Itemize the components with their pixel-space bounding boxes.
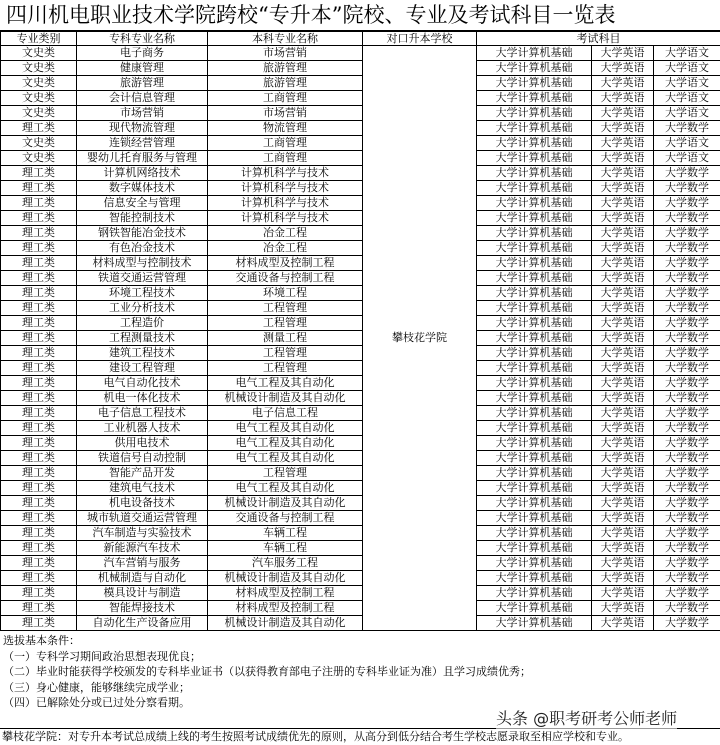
exam-subject-3-cell: 大学数学: [654, 406, 720, 421]
bachelor-major-cell: 材料成型及控制工程: [208, 256, 363, 271]
bachelor-major-cell: 电子信息工程: [208, 406, 363, 421]
table-row: [1, 166, 720, 181]
exam-subject-3-cell: 大学数学: [654, 331, 720, 346]
exam-subject-3-cell: 大学数学: [654, 496, 720, 511]
bachelor-major-cell: 测量工程: [208, 331, 363, 346]
table-row: [1, 256, 720, 271]
exam-subject-2-cell: 大学英语: [592, 361, 654, 376]
table-row: [1, 376, 720, 391]
bachelor-major-cell: 车辆工程: [208, 526, 363, 541]
note-item: （三）身心健康，能够继续完成学业；: [3, 680, 190, 694]
exam-subject-3-cell: 大学语文: [654, 91, 720, 106]
table-row: [1, 331, 720, 346]
header-college-major: 专科专业名称: [77, 32, 208, 46]
category-cell: 理工类: [1, 316, 77, 331]
college-major-cell: 自动化生产设备应用: [77, 616, 208, 631]
note-item: （一）专科学习期间政治思想表现优良；: [3, 649, 201, 663]
category-cell: 文史类: [1, 46, 77, 61]
exam-subject-1-cell: 大学计算机基础: [477, 256, 592, 271]
college-major-cell: 建筑工程技术: [77, 346, 208, 361]
exam-subject-1-cell: 大学计算机基础: [477, 361, 592, 376]
exam-subject-1-cell: 大学计算机基础: [477, 106, 592, 121]
exam-subject-1-cell: 大学计算机基础: [477, 496, 592, 511]
exam-subject-2-cell: 大学英语: [592, 241, 654, 256]
bachelor-major-cell: 车辆工程: [208, 541, 363, 556]
exam-subject-3-cell: 大学数学: [654, 121, 720, 136]
category-cell: 理工类: [1, 421, 77, 436]
college-major-cell: 机电一体化技术: [77, 391, 208, 406]
category-cell: 理工类: [1, 346, 77, 361]
category-cell: 理工类: [1, 541, 77, 556]
category-cell: 文史类: [1, 106, 77, 121]
bachelor-major-cell: 机械设计制造及其自动化: [208, 571, 363, 586]
exam-subject-2-cell: 大学英语: [592, 271, 654, 286]
college-major-cell: 婴幼儿托育服务与管理: [77, 151, 208, 166]
exam-subject-3-cell: 大学数学: [654, 286, 720, 301]
exam-subject-1-cell: 大学计算机基础: [477, 91, 592, 106]
college-major-cell: 汽车制造与实验技术: [77, 526, 208, 541]
exam-subject-3-cell: 大学语文: [654, 76, 720, 91]
bachelor-major-cell: 环境工程: [208, 286, 363, 301]
exam-subject-2-cell: 大学英语: [592, 376, 654, 391]
exam-subject-3-cell: 大学语文: [654, 136, 720, 151]
college-major-cell: 工程测量技术: [77, 331, 208, 346]
table-row: [1, 226, 720, 241]
exam-subject-1-cell: 大学计算机基础: [477, 481, 592, 496]
college-major-cell: 智能焊接技术: [77, 601, 208, 616]
table-row: [1, 601, 720, 616]
exam-subject-2-cell: 大学英语: [592, 316, 654, 331]
category-cell: 理工类: [1, 271, 77, 286]
college-major-cell: 建筑电气技术: [77, 481, 208, 496]
college-major-cell: 工程造价: [77, 316, 208, 331]
bachelor-major-cell: 冶金工程: [208, 226, 363, 241]
exam-subject-2-cell: 大学英语: [592, 286, 654, 301]
bachelor-major-cell: 计算机科学与技术: [208, 211, 363, 226]
college-major-cell: 现代物流管理: [77, 121, 208, 136]
exam-subject-3-cell: 大学数学: [654, 316, 720, 331]
exam-subject-2-cell: 大学英语: [592, 586, 654, 601]
exam-subject-3-cell: 大学语文: [654, 151, 720, 166]
bachelor-major-cell: 工程管理: [208, 346, 363, 361]
category-cell: 理工类: [1, 556, 77, 571]
exam-subject-1-cell: 大学计算机基础: [477, 601, 592, 616]
college-major-cell: 材料成型与控制技术: [77, 256, 208, 271]
category-cell: 理工类: [1, 481, 77, 496]
college-major-cell: 信息安全与管理: [77, 196, 208, 211]
watermark: 头条 @职考研考公师老师: [496, 706, 677, 729]
college-major-cell: 供用电技术: [77, 436, 208, 451]
exam-subject-3-cell: 大学数学: [654, 211, 720, 226]
exam-subject-2-cell: 大学英语: [592, 466, 654, 481]
exam-subject-1-cell: 大学计算机基础: [477, 76, 592, 91]
table-row: [1, 451, 720, 466]
exam-subject-2-cell: 大学英语: [592, 121, 654, 136]
exam-subject-2-cell: 大学英语: [592, 211, 654, 226]
category-cell: 理工类: [1, 196, 77, 211]
table-row: [1, 91, 720, 106]
table-row: [1, 406, 720, 421]
exam-subject-1-cell: 大学计算机基础: [477, 421, 592, 436]
category-cell: 理工类: [1, 571, 77, 586]
exam-subject-3-cell: 大学数学: [654, 241, 720, 256]
header-category: 专业类别: [1, 32, 77, 46]
exam-subject-1-cell: 大学计算机基础: [477, 586, 592, 601]
exam-subject-2-cell: 大学英语: [592, 226, 654, 241]
college-major-cell: 机械制造与自动化: [77, 571, 208, 586]
exam-subject-1-cell: 大学计算机基础: [477, 46, 592, 61]
bachelor-major-cell: 电气工程及其自动化: [208, 481, 363, 496]
exam-subject-2-cell: 大学英语: [592, 196, 654, 211]
exam-subject-2-cell: 大学英语: [592, 616, 654, 631]
exam-subject-2-cell: 大学英语: [592, 391, 654, 406]
exam-subject-1-cell: 大学计算机基础: [477, 241, 592, 256]
exam-subject-1-cell: 大学计算机基础: [477, 181, 592, 196]
table-row: [1, 61, 720, 76]
table-row: [1, 271, 720, 286]
header-target-school: 对口升本学校: [363, 32, 477, 46]
bachelor-major-cell: 市场营销: [208, 106, 363, 121]
category-cell: 理工类: [1, 211, 77, 226]
college-major-cell: 市场营销: [77, 106, 208, 121]
exam-subject-3-cell: 大学数学: [654, 601, 720, 616]
exam-subject-3-cell: 大学数学: [654, 466, 720, 481]
category-cell: 理工类: [1, 391, 77, 406]
table-row: [1, 121, 720, 136]
bachelor-major-cell: 材料成型及控制工程: [208, 586, 363, 601]
college-major-cell: 汽车营销与服务: [77, 556, 208, 571]
college-major-cell: 智能产品开发: [77, 466, 208, 481]
notes-heading: 选拔基本条件：: [3, 634, 80, 647]
exam-subject-1-cell: 大学计算机基础: [477, 196, 592, 211]
bachelor-major-cell: 交通设备与控制工程: [208, 271, 363, 286]
college-major-cell: 数字媒体技术: [77, 181, 208, 196]
category-cell: 理工类: [1, 496, 77, 511]
exam-subject-1-cell: 大学计算机基础: [477, 406, 592, 421]
exam-subject-3-cell: 大学数学: [654, 556, 720, 571]
bachelor-major-cell: 计算机科学与技术: [208, 196, 363, 211]
category-cell: 文史类: [1, 136, 77, 151]
college-major-cell: 健康管理: [77, 61, 208, 76]
exam-subject-1-cell: 大学计算机基础: [477, 556, 592, 571]
table-row: [1, 496, 720, 511]
bachelor-major-cell: 市场营销: [208, 46, 363, 61]
category-cell: 理工类: [1, 466, 77, 481]
exam-subject-2-cell: 大学英语: [592, 46, 654, 61]
exam-subject-3-cell: 大学数学: [654, 526, 720, 541]
exam-subject-3-cell: 大学数学: [654, 196, 720, 211]
college-major-cell: 机电设备技术: [77, 496, 208, 511]
exam-subject-2-cell: 大学英语: [592, 421, 654, 436]
college-major-cell: 电子信息工程技术: [77, 406, 208, 421]
exam-subject-3-cell: 大学数学: [654, 301, 720, 316]
category-cell: 文史类: [1, 91, 77, 106]
exam-subject-1-cell: 大学计算机基础: [477, 286, 592, 301]
exam-subject-2-cell: 大学英语: [592, 166, 654, 181]
bachelor-major-cell: 工程管理: [208, 301, 363, 316]
exam-subject-1-cell: 大学计算机基础: [477, 226, 592, 241]
exam-subject-2-cell: 大学英语: [592, 601, 654, 616]
college-major-cell: 城市轨道交通运营管理: [77, 511, 208, 526]
exam-subject-3-cell: 大学数学: [654, 481, 720, 496]
table-row: [1, 481, 720, 496]
table-row: [1, 241, 720, 256]
exam-subject-3-cell: 大学数学: [654, 541, 720, 556]
exam-subject-2-cell: 大学英语: [592, 406, 654, 421]
college-major-cell: 计算机网络技术: [77, 166, 208, 181]
category-cell: 理工类: [1, 256, 77, 271]
exam-subject-2-cell: 大学英语: [592, 346, 654, 361]
exam-subject-1-cell: 大学计算机基础: [477, 136, 592, 151]
exam-subject-1-cell: 大学计算机基础: [477, 571, 592, 586]
college-major-cell: 铁道交通运营管理: [77, 271, 208, 286]
exam-subject-1-cell: 大学计算机基础: [477, 436, 592, 451]
category-cell: 理工类: [1, 436, 77, 451]
exam-subject-1-cell: 大学计算机基础: [477, 391, 592, 406]
category-cell: 文史类: [1, 61, 77, 76]
table-row: [1, 586, 720, 601]
table-row: [1, 76, 720, 91]
exam-subject-1-cell: 大学计算机基础: [477, 271, 592, 286]
exam-subject-2-cell: 大学英语: [592, 91, 654, 106]
data-table: [0, 31, 720, 631]
table-row: [1, 541, 720, 556]
category-cell: 文史类: [1, 76, 77, 91]
college-major-cell: 新能源汽车技术: [77, 541, 208, 556]
exam-subject-2-cell: 大学英语: [592, 256, 654, 271]
bachelor-major-cell: 机械设计制造及其自动化: [208, 496, 363, 511]
exam-subject-2-cell: 大学英语: [592, 181, 654, 196]
college-major-cell: 会计信息管理: [77, 91, 208, 106]
exam-subject-2-cell: 大学英语: [592, 451, 654, 466]
bachelor-major-cell: 工程管理: [208, 361, 363, 376]
exam-subject-1-cell: 大学计算机基础: [477, 616, 592, 631]
bachelor-major-cell: 材料成型及控制工程: [208, 601, 363, 616]
college-major-cell: 有色冶金技术: [77, 241, 208, 256]
category-cell: 理工类: [1, 241, 77, 256]
table-row: [1, 211, 720, 226]
category-cell: 理工类: [1, 601, 77, 616]
exam-subject-1-cell: 大学计算机基础: [477, 526, 592, 541]
bachelor-major-cell: 旅游管理: [208, 61, 363, 76]
table-header: [1, 32, 720, 46]
bachelor-major-cell: 计算机科学与技术: [208, 181, 363, 196]
exam-subject-3-cell: 大学数学: [654, 256, 720, 271]
exam-subject-3-cell: 大学数学: [654, 511, 720, 526]
college-major-cell: 旅游管理: [77, 76, 208, 91]
exam-subject-2-cell: 大学英语: [592, 136, 654, 151]
table-row: [1, 346, 720, 361]
exam-subject-3-cell: 大学语文: [654, 61, 720, 76]
exam-subject-2-cell: 大学英语: [592, 556, 654, 571]
exam-subject-2-cell: 大学英语: [592, 571, 654, 586]
bachelor-major-cell: 工商管理: [208, 151, 363, 166]
exam-subject-1-cell: 大学计算机基础: [477, 151, 592, 166]
bachelor-major-cell: 工商管理: [208, 136, 363, 151]
footer-note: 攀枝花学院：对专升本考试总成绩上线的考生按照考试成绩优先的原则，从高分到低分结合考生学校志愿录取至相应学校和专业。: [0, 728, 720, 745]
bachelor-major-cell: 物流管理: [208, 121, 363, 136]
exam-subject-3-cell: 大学数学: [654, 451, 720, 466]
college-major-cell: 钢铁智能冶金技术: [77, 226, 208, 241]
exam-subject-2-cell: 大学英语: [592, 436, 654, 451]
table-row: [1, 556, 720, 571]
table-row: [1, 136, 720, 151]
exam-subject-3-cell: 大学数学: [654, 436, 720, 451]
exam-subject-1-cell: 大学计算机基础: [477, 331, 592, 346]
note-item: （二）毕业时能获得学校颁发的专科毕业证书（以获得教育部电子注册的专科毕业证为准）且学习成绩优秀；: [3, 665, 531, 678]
category-cell: 理工类: [1, 226, 77, 241]
college-major-cell: 智能控制技术: [77, 211, 208, 226]
bachelor-major-cell: 电气工程及其自动化: [208, 436, 363, 451]
category-cell: 理工类: [1, 166, 77, 181]
header-exam-subjects: 考试科目: [477, 32, 720, 46]
table-row: [1, 316, 720, 331]
category-cell: 理工类: [1, 181, 77, 196]
exam-subject-2-cell: 大学英语: [592, 61, 654, 76]
exam-subject-3-cell: 大学数学: [654, 616, 720, 631]
bachelor-major-cell: 机械设计制造及其自动化: [208, 391, 363, 406]
exam-subject-1-cell: 大学计算机基础: [477, 121, 592, 136]
exam-subject-3-cell: 大学数学: [654, 181, 720, 196]
exam-subject-2-cell: 大学英语: [592, 541, 654, 556]
category-cell: 理工类: [1, 331, 77, 346]
exam-subject-3-cell: 大学数学: [654, 571, 720, 586]
exam-subject-3-cell: 大学数学: [654, 226, 720, 241]
exam-subject-2-cell: 大学英语: [592, 301, 654, 316]
college-major-cell: 连锁经营管理: [77, 136, 208, 151]
table-row: [1, 361, 720, 376]
table-row: [1, 391, 720, 406]
table-row: [1, 616, 720, 631]
category-cell: 理工类: [1, 511, 77, 526]
table-row: [1, 421, 720, 436]
exam-subject-2-cell: 大学英语: [592, 331, 654, 346]
category-cell: 理工类: [1, 586, 77, 601]
table-row: [1, 196, 720, 211]
category-cell: 理工类: [1, 361, 77, 376]
exam-subject-2-cell: 大学英语: [592, 496, 654, 511]
exam-subject-3-cell: 大学数学: [654, 421, 720, 436]
bachelor-major-cell: 机械设计制造及其自动化: [208, 616, 363, 631]
exam-subject-3-cell: 大学数学: [654, 271, 720, 286]
table-row: [1, 46, 720, 61]
category-cell: 理工类: [1, 121, 77, 136]
category-cell: 理工类: [1, 406, 77, 421]
college-major-cell: 电气自动化技术: [77, 376, 208, 391]
exam-subject-1-cell: 大学计算机基础: [477, 541, 592, 556]
table-row: [1, 106, 720, 121]
bachelor-major-cell: 交通设备与控制工程: [208, 511, 363, 526]
exam-subject-3-cell: 大学数学: [654, 376, 720, 391]
category-cell: 理工类: [1, 301, 77, 316]
header-bachelor-major: 本科专业名称: [208, 32, 363, 46]
college-major-cell: 铁道信号自动控制: [77, 451, 208, 466]
exam-subject-3-cell: 大学语文: [654, 46, 720, 61]
exam-subject-3-cell: 大学语文: [654, 106, 720, 121]
selection-conditions: [0, 633, 720, 711]
exam-subject-1-cell: 大学计算机基础: [477, 451, 592, 466]
table-row: [1, 511, 720, 526]
college-major-cell: 工业分析技术: [77, 301, 208, 316]
exam-subject-2-cell: 大学英语: [592, 526, 654, 541]
exam-subject-1-cell: 大学计算机基础: [477, 466, 592, 481]
exam-subject-1-cell: 大学计算机基础: [477, 211, 592, 226]
table-row: [1, 286, 720, 301]
bachelor-major-cell: 汽车服务工程: [208, 556, 363, 571]
bachelor-major-cell: 工商管理: [208, 91, 363, 106]
exam-subject-1-cell: 大学计算机基础: [477, 166, 592, 181]
exam-subject-3-cell: 大学数学: [654, 361, 720, 376]
exam-subject-2-cell: 大学英语: [592, 511, 654, 526]
exam-subject-2-cell: 大学英语: [592, 481, 654, 496]
college-major-cell: 建设工程管理: [77, 361, 208, 376]
table-row: [1, 151, 720, 166]
college-major-cell: 电子商务: [77, 46, 208, 61]
exam-subject-1-cell: 大学计算机基础: [477, 376, 592, 391]
exam-subject-2-cell: 大学英语: [592, 151, 654, 166]
category-cell: 理工类: [1, 286, 77, 301]
college-major-cell: 环境工程技术: [77, 286, 208, 301]
exam-subject-3-cell: 大学数学: [654, 586, 720, 601]
table-row: [1, 526, 720, 541]
exam-subject-3-cell: 大学数学: [654, 166, 720, 181]
bachelor-major-cell: 电气工程及其自动化: [208, 376, 363, 391]
bachelor-major-cell: 冶金工程: [208, 241, 363, 256]
college-major-cell: 工业机器人技术: [77, 421, 208, 436]
exam-subject-1-cell: 大学计算机基础: [477, 316, 592, 331]
exam-subject-3-cell: 大学数学: [654, 346, 720, 361]
bachelor-major-cell: 计算机科学与技术: [208, 166, 363, 181]
table-row: [1, 466, 720, 481]
table-row: [1, 436, 720, 451]
note-item: （四）已解除处分或已过处分察看期。: [3, 696, 190, 709]
bachelor-major-cell: 电气工程及其自动化: [208, 451, 363, 466]
category-cell: 理工类: [1, 526, 77, 541]
exam-subject-2-cell: 大学英语: [592, 106, 654, 121]
exam-subject-1-cell: 大学计算机基础: [477, 346, 592, 361]
bachelor-major-cell: 电气工程及其自动化: [208, 421, 363, 436]
target-school-cell: 攀枝花学院: [363, 46, 477, 631]
exam-subject-1-cell: 大学计算机基础: [477, 301, 592, 316]
exam-subject-1-cell: 大学计算机基础: [477, 511, 592, 526]
category-cell: 理工类: [1, 451, 77, 466]
bachelor-major-cell: 旅游管理: [208, 76, 363, 91]
college-major-cell: 模具设计与制造: [77, 586, 208, 601]
exam-subject-1-cell: 大学计算机基础: [477, 61, 592, 76]
page-title: 四川机电职业技术学院跨校“专升本”院校、专业及考试科目一览表: [0, 0, 720, 31]
category-cell: 理工类: [1, 376, 77, 391]
bachelor-major-cell: 工程管理: [208, 466, 363, 481]
exam-subject-3-cell: 大学数学: [654, 391, 720, 406]
category-cell: 文史类: [1, 151, 77, 166]
table-row: [1, 181, 720, 196]
table-row: [1, 301, 720, 316]
exam-subject-2-cell: 大学英语: [592, 76, 654, 91]
table-row: [1, 571, 720, 586]
bachelor-major-cell: 工程管理: [208, 316, 363, 331]
category-cell: 理工类: [1, 616, 77, 631]
